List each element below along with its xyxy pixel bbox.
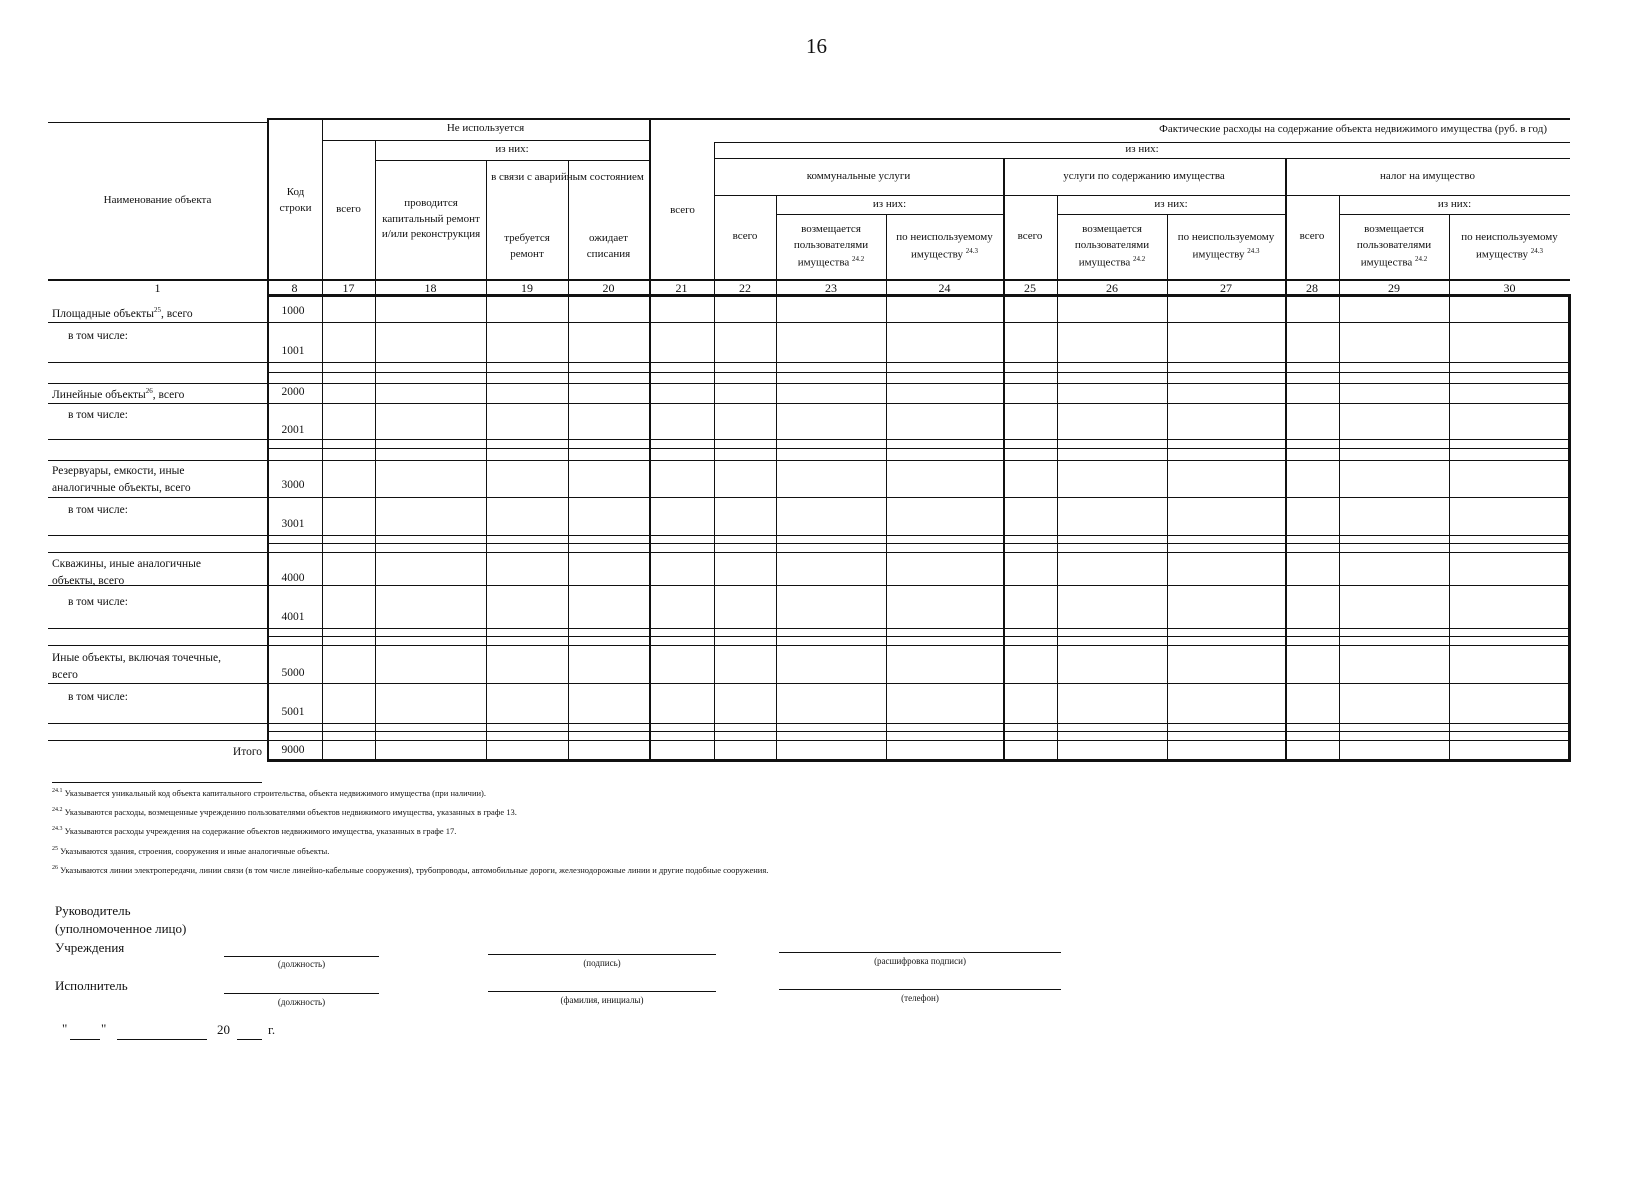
footnote-24-1: $^{24.1}$ Указывается уникальный код объекта капитального строительства, объекта недвижимого имущества (при наличии).: [52, 788, 486, 798]
header-of-them: из них:: [495, 143, 529, 156]
executor-name-line[interactable]: [488, 991, 716, 992]
row-label-total: Итого: [232, 746, 262, 758]
column-number: 21: [675, 281, 688, 295]
row-label-2001: в том числе:: [68, 409, 128, 421]
head-decoding-caption: (расшифровка подписи): [874, 956, 966, 966]
column-number: 1: [154, 281, 161, 295]
column-number: 30: [1503, 281, 1516, 295]
executor-position-line[interactable]: [224, 993, 379, 994]
header-maintenance-of-them: из них:: [1154, 197, 1188, 210]
header-utilities-of-them: из них:: [872, 197, 907, 210]
column-number: 19: [521, 281, 533, 295]
column-number: 8: [291, 281, 298, 295]
row-label-1000: Площадные объекты$^{25}$, всего: [52, 306, 193, 320]
row-code-2000: 2000: [281, 386, 305, 398]
header-awaiting-writeoff: ожидает списания: [586, 231, 631, 260]
column-number: 23: [825, 281, 837, 295]
header-total-25: всего: [1017, 230, 1043, 243]
column-number: 22: [739, 281, 751, 295]
column-number: 28: [1306, 281, 1318, 295]
column-number: 29: [1388, 281, 1400, 295]
header-not-used: Не используется: [446, 122, 525, 135]
head-position-caption: (должность): [277, 959, 326, 969]
header-row-code: Код строки: [279, 185, 312, 214]
header-tax-of-them: из них:: [1437, 197, 1472, 210]
date-year-line[interactable]: [237, 1039, 262, 1040]
header-total-21: всего: [670, 203, 695, 216]
row-code-4001: 4001: [281, 611, 305, 623]
head-label-2: (уполномоченное лицо): [55, 921, 187, 936]
row-code-5000: 5000: [281, 667, 305, 679]
row-label-5001: в том числе:: [68, 691, 128, 703]
row-label-4000: Скважины, иные аналогичные объекты, всего: [52, 558, 201, 587]
row-code-5001: 5001: [281, 706, 305, 718]
head-label-1: Руководитель: [55, 903, 131, 918]
head-signature-caption: (подпись): [583, 958, 621, 968]
column-number: 18: [424, 281, 437, 295]
date-quote-close: ": [101, 1021, 107, 1036]
header-repair: проводится капитальный ремонт и/или реконструкция: [381, 196, 481, 241]
row-code-9000: 9000: [281, 744, 305, 756]
date-year-prefix: 20: [217, 1022, 230, 1037]
row-label-5000: Иные объекты, включая точечные, всего: [52, 652, 222, 681]
date-year-suffix: г.: [268, 1022, 276, 1037]
date-month-line[interactable]: [117, 1039, 207, 1040]
header-total-28: всего: [1299, 230, 1325, 243]
header-unused-30: по неиспользуемому имуществу $^{24.3}$: [1461, 230, 1558, 261]
column-number: 25: [1024, 281, 1036, 295]
header-reimbursed-23: возмещается пользователями имущества $^{24.2}$: [793, 222, 869, 269]
header-utilities: коммунальные услуги: [806, 169, 911, 182]
column-number: 26: [1106, 281, 1118, 295]
executor-position-caption: (должность): [277, 997, 326, 1007]
header-reimbursed-29: возмещается пользователями имущества $^{24.2}$: [1356, 222, 1432, 269]
row-code-3001: 3001: [281, 518, 305, 530]
executor-name-caption: (фамилия, инициалы): [560, 995, 644, 1005]
row-code-2001: 2001: [281, 424, 305, 436]
head-label-3: Учреждения: [55, 940, 125, 955]
footnote-26: $^{26}$ Указываются линии электропередачи, линии связи (в том числе линейно-кабельные сооружения), трубопроводы, автомобильные дороги, железнодорожные линии и другие подобные сооружения.: [52, 865, 769, 875]
head-decoding-line[interactable]: [779, 952, 1061, 953]
header-total-22: всего: [732, 230, 758, 243]
head-signature-line[interactable]: [488, 954, 716, 955]
footnote-24-3: $^{24.3}$ Указываются расходы учреждения на содержание объектов недвижимого имущества, указанных в графе 17.: [52, 826, 457, 836]
row-code-4000: 4000: [281, 572, 305, 584]
header-reimbursed-26: возмещается пользователями имущества $^{24.2}$: [1074, 222, 1150, 269]
header-costs-of-them: из них:: [1125, 143, 1159, 156]
column-number: 20: [602, 281, 615, 295]
header-unused-24: по неиспользуемому имуществу $^{24.3}$: [896, 230, 993, 261]
header-emergency: в связи с аварийным состоянием: [491, 171, 644, 184]
column-number: 27: [1220, 281, 1232, 295]
footnote-rule: [52, 782, 262, 783]
column-number: 17: [342, 281, 355, 295]
executor-label: Исполнитель: [55, 978, 128, 993]
row-code-1000: 1000: [281, 305, 305, 317]
row-code-3000: 3000: [281, 479, 305, 491]
header-total-17: всего: [336, 202, 361, 215]
footnote-24-2: $^{24.2}$ Указываются расходы, возмещенные учреждению пользователями объектов недвижимого имущества, указанных в графе 13.: [52, 807, 517, 817]
executor-phone-line[interactable]: [779, 989, 1061, 990]
executor-phone-caption: (телефон): [901, 993, 939, 1003]
header-needs-repair: требуется ремонт: [504, 231, 550, 260]
row-label-3000: Резервуары, емкости, иные аналогичные объекты, всего: [52, 465, 191, 494]
header-actual-costs: Фактические расходы на содержание объекта недвижимого имущества (руб. в год): [1159, 123, 1547, 136]
header-unused-27: по неиспользуемому имуществу $^{24.3}$: [1177, 230, 1275, 261]
page-number: 16: [806, 34, 827, 58]
header-maintenance: услуги по содержанию имущества: [1063, 169, 1225, 182]
row-label-4001: в том числе:: [68, 596, 128, 608]
header-property-tax: налог на имущество: [1380, 169, 1475, 182]
header-object-name: Наименование объекта: [103, 193, 212, 206]
column-number: 24: [938, 281, 951, 295]
date-quote-open: ": [62, 1021, 68, 1036]
date-day-line[interactable]: [70, 1039, 100, 1040]
row-label-2000: Линейные объекты$^{26}$, всего: [52, 387, 185, 401]
head-position-line[interactable]: [224, 956, 379, 957]
footnote-25: $^{25}$ Указываются здания, строения, сооружения и иные аналогичные объекты.: [52, 846, 330, 856]
row-label-3001: в том числе:: [68, 504, 128, 516]
row-label-1001: в том числе:: [68, 330, 128, 342]
row-code-1001: 1001: [281, 345, 305, 357]
